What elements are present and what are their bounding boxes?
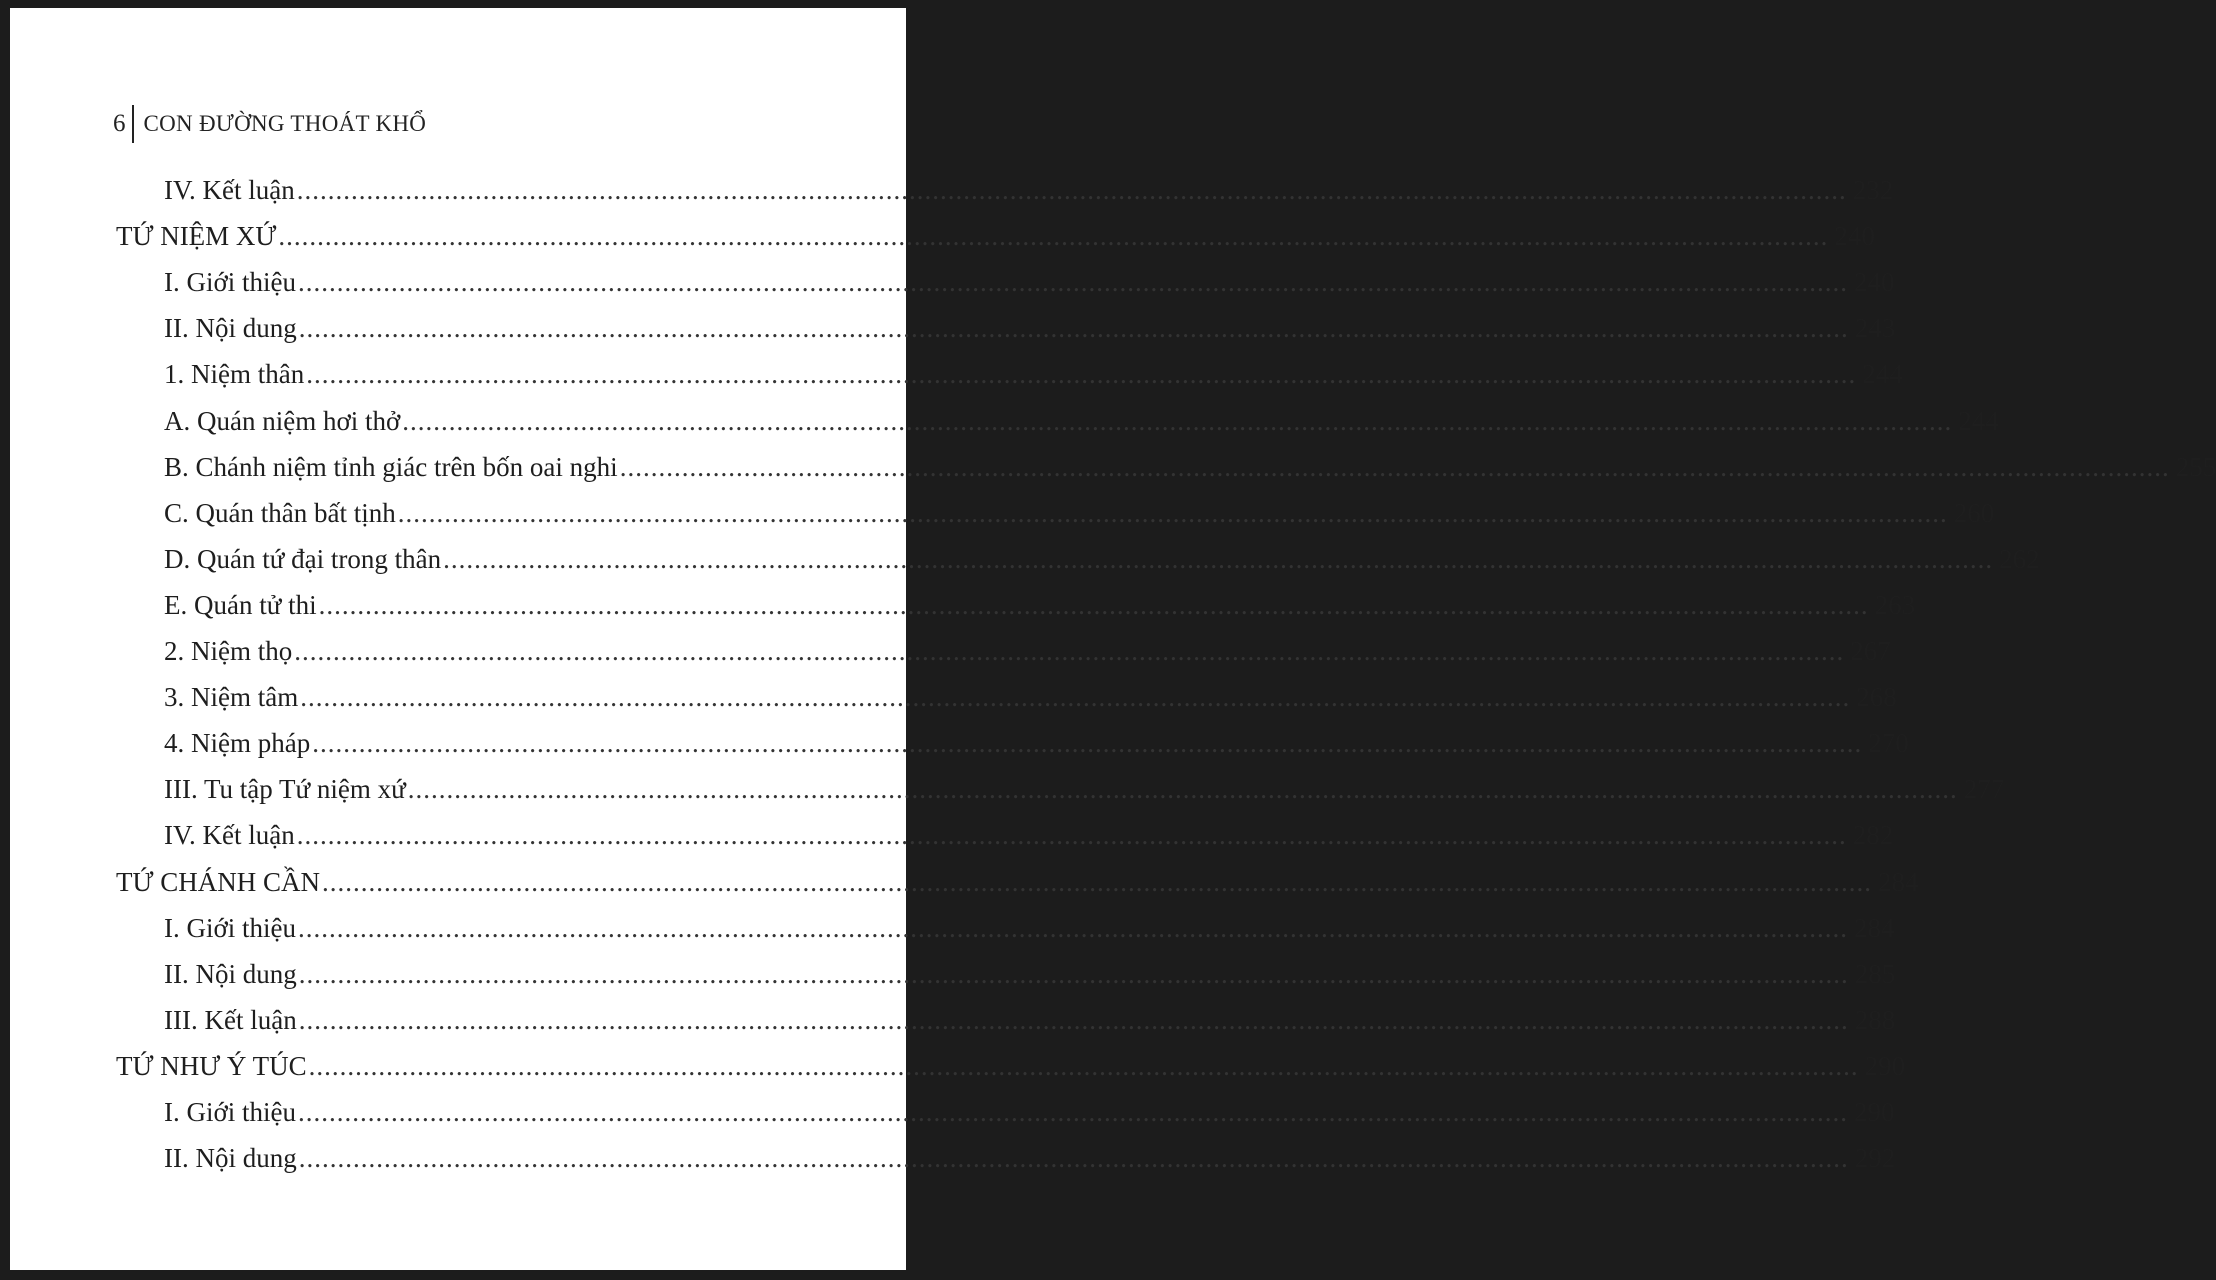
toc-entry-page: 282	[1852, 820, 1894, 851]
toc-entry	[116, 1046, 1906, 1086]
toc-entry	[164, 1092, 1895, 1132]
toc-entry	[164, 585, 1916, 625]
toc-entry-label: B. Chánh niệm tỉnh giác trên bốn oai nghi	[164, 451, 618, 482]
toc-entry-page: 285	[1854, 958, 1896, 989]
toc-entry-page: 267	[1850, 636, 1891, 666]
toc-leader-dots: ........................................................................................................................................................................................................	[443, 543, 1994, 574]
toc-leader-dots: ........................................................................................................................................................................................................	[298, 313, 1849, 344]
toc-entry-label: TỨ CHÁNH CẦN	[116, 866, 320, 897]
toc-entry-label: II. Nội dung	[164, 958, 297, 989]
toc-leader-dots: ........................................................................................................................................................................................................	[296, 175, 1847, 205]
toc-entry-page: 240	[1834, 221, 1875, 252]
toc-leader-dots: ........................................................................................................................................................................................................	[298, 267, 1849, 298]
toc-entry-page: 268	[1856, 682, 1897, 713]
toc-entry-label: E. Quán tử thi	[164, 589, 317, 620]
toc-leader-dots: ........................................................................................................................................................................................................	[298, 1143, 1849, 1174]
toc-entry-page: 244	[1958, 405, 1999, 436]
toc-entry-label: TỨ NIỆM XỨ	[116, 221, 277, 252]
toc-entry	[164, 815, 1894, 855]
toc-entry-label: I. Giới thiệu	[164, 912, 297, 943]
toc-leader-dots: ........................................................................................................................................................................................................	[397, 497, 1948, 528]
toc-leader-dots: ........................................................................................................................................................................................................	[300, 682, 1851, 713]
toc-entry-label: 1. Niệm thân	[164, 359, 305, 390]
page-number: 6	[113, 110, 126, 137]
toc-entry-page: 288	[1854, 1004, 1896, 1035]
toc-leader-dots: ........................................................................................................................................................................................................	[298, 912, 1849, 943]
toc-leader-dots: ........................................................................................................................................................................................................	[402, 405, 1953, 436]
running-header	[113, 104, 426, 144]
toc-leader-dots: ........................................................................................................................................................................................................	[308, 1050, 1859, 1081]
toc-leader-dots: ........................................................................................................................................................................................................	[298, 1097, 1849, 1127]
toc-entry-label: II. Nội dung	[164, 313, 297, 344]
toc-leader-dots: ........................................................................................................................................................................................................	[278, 221, 1829, 252]
toc-leader-dots: ........................................................................................................................................................................................................	[306, 359, 1857, 390]
toc-leader-dots: ........................................................................................................................................................................................................	[407, 774, 1958, 805]
toc-entry	[164, 308, 1896, 348]
toc-entry-label: TỨ NHƯ Ý TÚC	[116, 1050, 307, 1081]
toc-entry-label: I. Giới thiệu	[164, 267, 297, 298]
toc-entry-page: 255	[2175, 451, 2216, 482]
toc-entry	[164, 1138, 1896, 1178]
toc-leader-dots: ........................................................................................................................................................................................................	[318, 589, 1869, 620]
toc-leader-dots: ........................................................................................................................................................................................................	[298, 958, 1849, 989]
toc-leader-dots: ........................................................................................................................................................................................................	[296, 820, 1847, 851]
toc-entry-label: C. Quán thân bất tịnh	[164, 497, 396, 528]
toc-entry-page: 263	[1874, 589, 1916, 620]
toc-leader-dots: ........................................................................................................................................................................................................	[619, 451, 2170, 482]
toc-entry-page: 292	[1854, 1143, 1896, 1174]
toc-entry-label: I. Giới thiệu	[164, 1097, 297, 1127]
toc-entry-page: 232	[1852, 175, 1894, 205]
toc-entry	[164, 677, 1897, 717]
toc-entry-label: 4. Niệm pháp	[164, 728, 311, 759]
toc-entry	[116, 862, 1919, 902]
toc-entry	[164, 1000, 1896, 1040]
toc-leader-dots: ........................................................................................................................................................................................................	[298, 1004, 1849, 1035]
toc-entry	[164, 631, 1891, 671]
toc-entry-page: 244	[1862, 359, 1903, 390]
toc-entry	[164, 954, 1896, 994]
book-page	[10, 8, 2216, 1270]
toc-entry	[116, 216, 1875, 256]
toc-entry-page: 260	[1953, 497, 1995, 528]
toc-entry-page: 284	[1877, 866, 1919, 897]
toc-entry	[164, 401, 1999, 441]
toc-entry-label: III. Kết luận	[164, 1004, 297, 1035]
toc-entry	[164, 723, 1909, 763]
toc-entry	[164, 447, 2216, 487]
toc-entry-page: 277	[1963, 774, 2005, 805]
toc-entry-label: III. Tu tập Tứ niệm xứ	[164, 774, 406, 805]
toc-entry-page: 243	[1854, 313, 1896, 344]
book-title: CON ĐƯỜNG THOÁT KHỔ	[143, 111, 427, 136]
toc-entry-label: 2. Niệm thọ	[164, 636, 293, 666]
toc-entry-label: 3. Niệm tâm	[164, 682, 299, 713]
toc-leader-dots: ........................................................................................................................................................................................................	[321, 866, 1872, 897]
toc-entry-label: IV. Kết luận	[164, 175, 295, 205]
toc-entry-label: D. Quán tứ đại trong thân	[164, 543, 442, 574]
toc-leader-dots: ........................................................................................................................................................................................................	[312, 728, 1863, 759]
toc-entry	[164, 170, 1894, 210]
toc-entry	[164, 354, 1903, 394]
toc-entry-page: 262	[1999, 543, 2040, 574]
toc-entry	[164, 769, 2005, 809]
toc-entry-page: 290	[1854, 1097, 1895, 1127]
toc-entry-label: A. Quán niệm hơi thở	[164, 405, 401, 436]
toc-entry	[164, 262, 1895, 302]
toc-entry-label: II. Nội dung	[164, 1143, 297, 1174]
toc-leader-dots: ........................................................................................................................................................................................................	[294, 636, 1845, 666]
toc-entry-label: IV. Kết luận	[164, 820, 295, 851]
header-divider	[132, 105, 134, 143]
toc-entry-page: 284	[1854, 912, 1895, 943]
toc-entry	[164, 908, 1895, 948]
toc-entry	[164, 539, 2040, 579]
toc-entry-page: 240	[1854, 267, 1895, 298]
toc-entry	[164, 493, 1995, 533]
toc-entry-page: 270	[1868, 728, 1909, 759]
toc-entry-page: 290	[1864, 1050, 1906, 1081]
